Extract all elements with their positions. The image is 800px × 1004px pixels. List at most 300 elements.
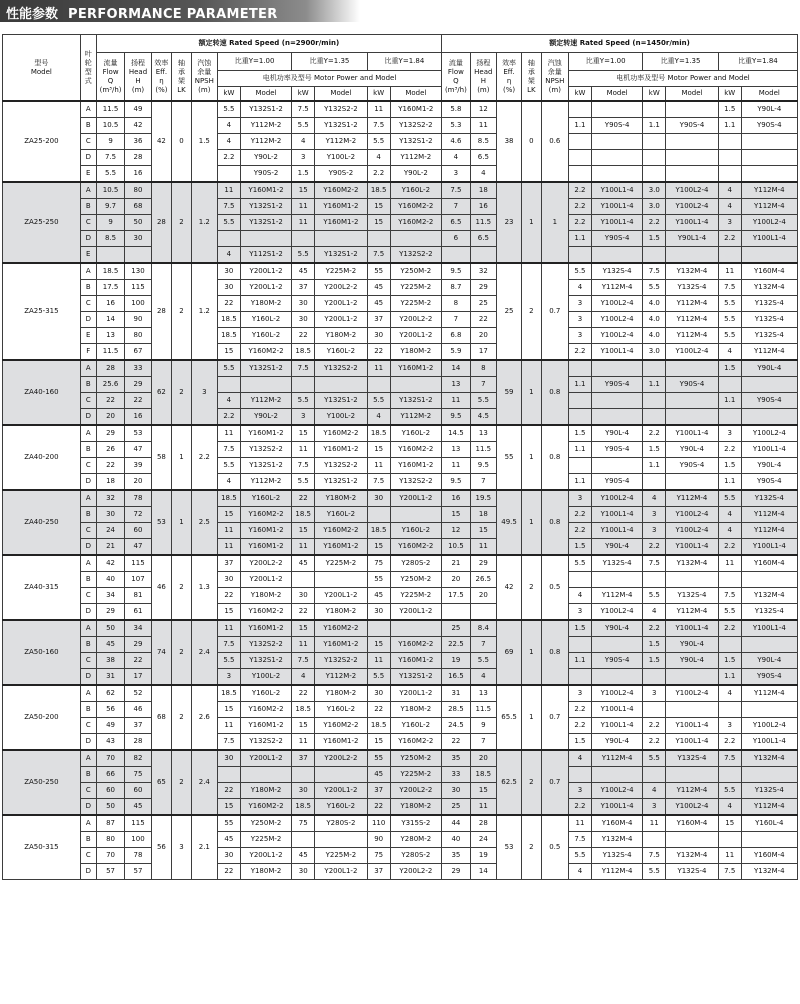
bearing-cell-2: 1 bbox=[522, 490, 541, 555]
motor-model-2: Y100L2-4 bbox=[591, 328, 642, 344]
motor-model-2 bbox=[666, 166, 719, 183]
motor-model: Y112M-2 bbox=[390, 409, 442, 426]
motor-model-2: Y100L1-4 bbox=[666, 620, 719, 637]
bearing-cell: 2 bbox=[172, 685, 191, 750]
head-cell: 61 bbox=[125, 604, 151, 621]
motor-model-2: Y100L1-4 bbox=[591, 215, 642, 231]
flow-cell-2: 21 bbox=[442, 555, 471, 572]
table-row bbox=[3, 328, 798, 344]
flow-cell-2: 12 bbox=[442, 523, 471, 539]
motor-model-2: Y90L-4 bbox=[741, 101, 797, 118]
motor-kw-2: 1.5 bbox=[643, 231, 666, 247]
model-header: Model bbox=[240, 87, 291, 102]
eff-cell-2: 59 bbox=[496, 360, 521, 425]
eff-cell: 74 bbox=[151, 620, 172, 685]
flow-cell: 70 bbox=[96, 750, 125, 767]
motor-model-2: Y112M-4 bbox=[591, 864, 642, 880]
motor-model-2: Y90L-4 bbox=[666, 442, 719, 458]
table-body bbox=[3, 101, 798, 880]
head-cell: 47 bbox=[125, 539, 151, 556]
motor-kw-2: 1.1 bbox=[718, 118, 741, 134]
impeller-type: C bbox=[80, 296, 96, 312]
table-row bbox=[3, 783, 798, 799]
head-cell-2: 25 bbox=[470, 296, 496, 312]
motor-kw: 45 bbox=[292, 848, 315, 864]
eff-cell-2: 23 bbox=[496, 182, 521, 263]
motor-model: Y160M1-2 bbox=[315, 539, 368, 556]
motor-model-2: Y112M-4 bbox=[666, 490, 719, 507]
table-row bbox=[3, 134, 798, 150]
motor-model-2: Y90S-4 bbox=[666, 118, 719, 134]
flow-cell: 11.5 bbox=[96, 344, 125, 361]
impeller-type: C bbox=[80, 718, 96, 734]
motor-kw-2 bbox=[643, 669, 666, 686]
npsh-cell-2: 0.6 bbox=[541, 101, 568, 182]
motor-kw: 5.5 bbox=[367, 669, 390, 686]
impeller-type: A bbox=[80, 685, 96, 702]
motor-kw: 4 bbox=[367, 150, 390, 166]
motor-kw: 15 bbox=[367, 734, 390, 751]
motor-kw-2 bbox=[643, 101, 666, 118]
motor-model-2: Y90S-4 bbox=[591, 118, 642, 134]
flow-cell-2: 9.5 bbox=[442, 474, 471, 491]
motor-kw-2: 1.1 bbox=[569, 231, 592, 247]
motor-kw-2: 7.5 bbox=[643, 848, 666, 864]
head-cell: 67 bbox=[125, 344, 151, 361]
motor-model-2: Y90S-4 bbox=[591, 442, 642, 458]
motor-model: Y112M-2 bbox=[240, 134, 291, 150]
col-model: 型号 Model bbox=[3, 35, 81, 102]
motor-kw: 37 bbox=[217, 555, 240, 572]
motor-kw: 30 bbox=[367, 490, 390, 507]
motor-kw-2 bbox=[569, 767, 592, 783]
motor-kw-2: 11 bbox=[718, 263, 741, 280]
motor-kw: 2.2 bbox=[217, 150, 240, 166]
motor-model-2: Y90L-4 bbox=[741, 458, 797, 474]
motor-kw: 30 bbox=[367, 604, 390, 621]
col-eff-2: 效率 Eff. η (%) bbox=[496, 53, 521, 102]
motor-kw-2: 1.5 bbox=[569, 620, 592, 637]
motor-kw-2 bbox=[718, 166, 741, 183]
motor-model-2 bbox=[741, 166, 797, 183]
head-cell: 49 bbox=[125, 101, 151, 118]
head-cell-2: 5.5 bbox=[470, 393, 496, 409]
head-cell: 20 bbox=[125, 474, 151, 491]
kw-header: kW bbox=[217, 87, 240, 102]
flow-cell-2: 20 bbox=[442, 572, 471, 588]
head-cell-2: 29 bbox=[470, 280, 496, 296]
head-cell-2: 20 bbox=[470, 328, 496, 344]
motor-model: Y160L-2 bbox=[240, 312, 291, 328]
motor-kw-2: 4 bbox=[718, 182, 741, 199]
motor-kw-2: 5.5 bbox=[718, 604, 741, 621]
motor-kw-2 bbox=[718, 767, 741, 783]
motor-model: Y160M1-2 bbox=[240, 523, 291, 539]
motor-kw-2: 3.0 bbox=[643, 199, 666, 215]
motor-kw: 4 bbox=[217, 247, 240, 264]
motor-model-2: Y100L2-4 bbox=[666, 199, 719, 215]
flow-cell: 50 bbox=[96, 799, 125, 816]
motor-model-2: Y90S-4 bbox=[666, 377, 719, 393]
motor-model: Y160L-2 bbox=[240, 328, 291, 344]
motor-kw: 15 bbox=[217, 702, 240, 718]
motor-model-2: Y112M-4 bbox=[741, 199, 797, 215]
motor-model-2 bbox=[591, 166, 642, 183]
head-cell-2: 6.5 bbox=[470, 150, 496, 166]
motor-model: Y132S1-2 bbox=[240, 199, 291, 215]
motor-kw-2 bbox=[718, 150, 741, 166]
motor-model: Y160M2-2 bbox=[315, 620, 368, 637]
eff-cell-2: 53 bbox=[496, 815, 521, 880]
motor-model bbox=[240, 377, 291, 393]
flow-cell-2: 6.5 bbox=[442, 215, 471, 231]
head-cell: 60 bbox=[125, 523, 151, 539]
bearing-cell-2: 1 bbox=[522, 620, 541, 685]
head-cell-2: 12 bbox=[470, 101, 496, 118]
motor-model-2: Y90L-4 bbox=[666, 653, 719, 669]
table-row bbox=[3, 653, 798, 669]
motor-kw-2: 3 bbox=[718, 215, 741, 231]
motor-kw-2: 2.2 bbox=[718, 620, 741, 637]
motor-model: Y90S-2 bbox=[315, 166, 368, 183]
head-cell-2: 7 bbox=[470, 637, 496, 653]
impeller-type: D bbox=[80, 799, 96, 816]
motor-kw: 15 bbox=[367, 442, 390, 458]
motor-kw-2: 15 bbox=[718, 815, 741, 832]
motor-model-2: Y132M-4 bbox=[666, 848, 719, 864]
motor-kw-2: 7.5 bbox=[643, 555, 666, 572]
bearing-cell: 2 bbox=[172, 182, 191, 263]
head-cell: 78 bbox=[125, 490, 151, 507]
motor-model: Y160L-2 bbox=[390, 523, 442, 539]
motor-model: Y160M1-2 bbox=[315, 734, 368, 751]
impeller-type: C bbox=[80, 653, 96, 669]
table-row bbox=[3, 344, 798, 361]
motor-model-2: Y132M-4 bbox=[591, 832, 642, 848]
motor-model-2 bbox=[591, 150, 642, 166]
head-cell-2: 5.5 bbox=[470, 653, 496, 669]
motor-kw: 15 bbox=[292, 425, 315, 442]
eff-cell: 28 bbox=[151, 263, 172, 360]
head-cell-2: 8 bbox=[470, 360, 496, 377]
title-cn: 性能参数 bbox=[6, 7, 59, 22]
motor-kw-2: 1.1 bbox=[643, 118, 666, 134]
motor-model: Y280S-2 bbox=[390, 848, 442, 864]
flow-cell: 70 bbox=[96, 848, 125, 864]
sg-1-84-2: 比重Y=1.84 bbox=[718, 53, 797, 71]
model-cell: ZA40-315 bbox=[3, 555, 81, 620]
motor-model: Y160M1-2 bbox=[240, 425, 291, 442]
flow-cell-2: 8 bbox=[442, 296, 471, 312]
motor-kw-2: 3 bbox=[569, 783, 592, 799]
motor-kw: 15 bbox=[367, 637, 390, 653]
flow-cell: 13 bbox=[96, 328, 125, 344]
impeller-type: B bbox=[80, 702, 96, 718]
head-cell-2 bbox=[470, 604, 496, 621]
bearing-cell-2: 2 bbox=[522, 263, 541, 360]
motor-kw-2: 5.5 bbox=[718, 490, 741, 507]
motor-kw: 7.5 bbox=[292, 653, 315, 669]
motor-model-2: Y112M-4 bbox=[666, 783, 719, 799]
motor-model-2: Y132S-4 bbox=[741, 312, 797, 328]
flow-cell-2: 35 bbox=[442, 750, 471, 767]
head-cell: 22 bbox=[125, 653, 151, 669]
motor-model: Y132S2-2 bbox=[240, 637, 291, 653]
motor-kw-2 bbox=[643, 247, 666, 264]
motor-model: Y160M1-2 bbox=[240, 620, 291, 637]
motor-kw-2 bbox=[718, 134, 741, 150]
flow-cell: 25.6 bbox=[96, 377, 125, 393]
motor-model: Y280M-2 bbox=[390, 832, 442, 848]
motor-kw-2 bbox=[569, 637, 592, 653]
table-row bbox=[3, 263, 798, 280]
col-bearing: 轴 承 架 LK bbox=[172, 53, 191, 102]
motor-model bbox=[240, 231, 291, 247]
motor-kw-2 bbox=[643, 767, 666, 783]
motor-kw-2 bbox=[643, 360, 666, 377]
motor-kw: 11 bbox=[292, 215, 315, 231]
motor-model: Y132S1-2 bbox=[240, 215, 291, 231]
impeller-type: C bbox=[80, 783, 96, 799]
motor-kw-2: 2.2 bbox=[569, 215, 592, 231]
motor-kw-2: 1.1 bbox=[569, 377, 592, 393]
motor-model-2: Y90L-4 bbox=[741, 653, 797, 669]
motor-model-2: Y132M-4 bbox=[741, 280, 797, 296]
flow-cell-2: 14.5 bbox=[442, 425, 471, 442]
motor-model: Y225M-2 bbox=[240, 832, 291, 848]
impeller-type: F bbox=[80, 344, 96, 361]
col-head-2: 扬程 Head H (m) bbox=[470, 53, 496, 102]
head-cell-2: 32 bbox=[470, 263, 496, 280]
motor-kw-2: 11 bbox=[643, 815, 666, 832]
flow-cell: 5.5 bbox=[96, 166, 125, 183]
motor-model: Y200L1-2 bbox=[240, 848, 291, 864]
head-cell: 33 bbox=[125, 360, 151, 377]
motor-model-2: Y90S-4 bbox=[741, 669, 797, 686]
motor-kw: 18.5 bbox=[292, 702, 315, 718]
motor-model-2: Y100L1-4 bbox=[741, 620, 797, 637]
npsh-cell-2: 0.8 bbox=[541, 490, 568, 555]
flow-cell: 9 bbox=[96, 215, 125, 231]
motor-kw: 4 bbox=[217, 474, 240, 491]
motor-model: Y180M-2 bbox=[315, 490, 368, 507]
motor-kw: 22 bbox=[217, 296, 240, 312]
motor-model-2: Y112M-4 bbox=[741, 182, 797, 199]
motor-model-2 bbox=[591, 458, 642, 474]
motor-kw: 5.5 bbox=[217, 458, 240, 474]
motor-model: Y160L-2 bbox=[315, 799, 368, 816]
head-cell-2: 9.5 bbox=[470, 458, 496, 474]
table-row bbox=[3, 425, 798, 442]
flow-cell-2: 24.5 bbox=[442, 718, 471, 734]
motor-model-2: Y100L2-4 bbox=[666, 507, 719, 523]
eff-cell: 68 bbox=[151, 685, 172, 750]
impeller-type: D bbox=[80, 669, 96, 686]
motor-model: Y160M2-2 bbox=[390, 199, 442, 215]
motor-model-2: Y100L2-4 bbox=[666, 182, 719, 199]
impeller-type: C bbox=[80, 588, 96, 604]
head-cell-2: 18 bbox=[470, 507, 496, 523]
motor-model-2: Y112M-4 bbox=[666, 604, 719, 621]
motor-kw-2 bbox=[569, 150, 592, 166]
motor-model-2: Y90S-4 bbox=[741, 474, 797, 491]
motor-model-2 bbox=[666, 474, 719, 491]
flow-cell: 22 bbox=[96, 458, 125, 474]
motor-kw: 22 bbox=[367, 344, 390, 361]
motor-kw: 4 bbox=[217, 134, 240, 150]
motor-kw: 7.5 bbox=[292, 360, 315, 377]
motor-model-2: Y160M-4 bbox=[741, 263, 797, 280]
head-cell-2: 13 bbox=[470, 425, 496, 442]
motor-kw-2: 2.2 bbox=[643, 718, 666, 734]
motor-kw-2: 4 bbox=[569, 864, 592, 880]
table-row bbox=[3, 393, 798, 409]
motor-model: Y160M2-2 bbox=[390, 637, 442, 653]
motor-kw-2: 4 bbox=[643, 783, 666, 799]
motor-kw-2: 2.2 bbox=[643, 734, 666, 751]
motor-model: Y200L1-2 bbox=[315, 312, 368, 328]
motor-kw-2: 11 bbox=[718, 848, 741, 864]
flow-cell-2: 7.5 bbox=[442, 182, 471, 199]
impeller-type: D bbox=[80, 864, 96, 880]
motor-kw: 5.5 bbox=[292, 393, 315, 409]
motor-kw bbox=[292, 377, 315, 393]
table-row bbox=[3, 539, 798, 556]
model-cell: ZA40-250 bbox=[3, 490, 81, 555]
head-cell: 57 bbox=[125, 864, 151, 880]
eff-cell-2: 69 bbox=[496, 620, 521, 685]
motor-kw: 11 bbox=[292, 199, 315, 215]
motor-kw: 5.5 bbox=[292, 247, 315, 264]
motor-model: Y112M-2 bbox=[240, 393, 291, 409]
motor-model-2 bbox=[666, 360, 719, 377]
table-row bbox=[3, 507, 798, 523]
table-row bbox=[3, 296, 798, 312]
motor-model-2 bbox=[666, 572, 719, 588]
motor-model: Y160M2-2 bbox=[240, 344, 291, 361]
motor-kw-2: 3 bbox=[569, 685, 592, 702]
motor-model-2 bbox=[666, 150, 719, 166]
kw-header: kW bbox=[292, 87, 315, 102]
motor-model-2: Y100L2-4 bbox=[666, 685, 719, 702]
flow-cell-2: 7 bbox=[442, 312, 471, 328]
sg-1-00-2: 比重Y=1.00 bbox=[569, 53, 643, 71]
head-cell-2: 17 bbox=[470, 344, 496, 361]
motor-model bbox=[240, 767, 291, 783]
motor-model-2: Y100L1-4 bbox=[591, 523, 642, 539]
motor-model: Y132S2-2 bbox=[240, 442, 291, 458]
motor-kw-2: 1.1 bbox=[569, 474, 592, 491]
motor-kw: 15 bbox=[217, 507, 240, 523]
head-cell-2: 6.5 bbox=[470, 231, 496, 247]
motor-kw: 5.5 bbox=[217, 360, 240, 377]
motor-model: Y200L1-2 bbox=[315, 296, 368, 312]
motor-header: 电机功率及型号 Motor Power and Model bbox=[217, 71, 441, 87]
flow-cell-2: 35 bbox=[442, 848, 471, 864]
flow-cell-2: 13 bbox=[442, 377, 471, 393]
motor-model-2: Y90L-4 bbox=[591, 425, 642, 442]
motor-model-2: Y90S-4 bbox=[591, 377, 642, 393]
bearing-cell-2: 2 bbox=[522, 555, 541, 620]
motor-kw-2: 2.2 bbox=[643, 215, 666, 231]
head-cell: 30 bbox=[125, 231, 151, 247]
table-row bbox=[3, 377, 798, 393]
motor-model: Y180M-2 bbox=[240, 296, 291, 312]
motor-kw: 18.5 bbox=[292, 344, 315, 361]
head-cell-2: 4 bbox=[470, 669, 496, 686]
head-cell-2: 14 bbox=[470, 864, 496, 880]
table-row bbox=[3, 118, 798, 134]
head-cell: 81 bbox=[125, 588, 151, 604]
motor-model-2: Y90S-4 bbox=[666, 458, 719, 474]
npsh-cell: 2.4 bbox=[191, 620, 217, 685]
flow-cell-2: 44 bbox=[442, 815, 471, 832]
motor-kw-2: 5.5 bbox=[718, 312, 741, 328]
motor-kw-2: 11 bbox=[718, 555, 741, 572]
motor-kw-2: 5.5 bbox=[569, 555, 592, 572]
flow-cell-2: 9.5 bbox=[442, 409, 471, 426]
flow-cell-2: 40 bbox=[442, 832, 471, 848]
motor-model: Y112M-2 bbox=[390, 150, 442, 166]
motor-kw-2: 1.5 bbox=[643, 653, 666, 669]
head-cell-2: 19 bbox=[470, 848, 496, 864]
flow-cell: 10.5 bbox=[96, 182, 125, 199]
motor-kw-2: 2.2 bbox=[643, 425, 666, 442]
head-cell-2: 28 bbox=[470, 815, 496, 832]
motor-model-2: Y112M-4 bbox=[741, 799, 797, 816]
head-cell-2: 24 bbox=[470, 832, 496, 848]
motor-model: Y90L-2 bbox=[240, 150, 291, 166]
motor-model: Y132S1-2 bbox=[315, 393, 368, 409]
impeller-type: D bbox=[80, 312, 96, 328]
motor-model bbox=[315, 572, 368, 588]
head-cell-2: 15 bbox=[470, 523, 496, 539]
motor-model: Y160M2-2 bbox=[390, 734, 442, 751]
motor-kw: 30 bbox=[367, 685, 390, 702]
table-row bbox=[3, 799, 798, 816]
motor-kw bbox=[367, 377, 390, 393]
motor-kw: 30 bbox=[292, 296, 315, 312]
eff-cell-2: 49.5 bbox=[496, 490, 521, 555]
motor-kw: 75 bbox=[367, 555, 390, 572]
flow-cell: 60 bbox=[96, 783, 125, 799]
motor-kw-2 bbox=[643, 393, 666, 409]
motor-model-2 bbox=[591, 409, 642, 426]
flow-cell: 32 bbox=[96, 490, 125, 507]
flow-cell-2: 16 bbox=[442, 490, 471, 507]
motor-kw-2 bbox=[569, 393, 592, 409]
table-row bbox=[3, 247, 798, 264]
motor-model: Y160M2-2 bbox=[390, 539, 442, 556]
npsh-cell: 2.4 bbox=[191, 750, 217, 815]
motor-model: Y180M-2 bbox=[315, 685, 368, 702]
motor-model: Y100L-2 bbox=[240, 669, 291, 686]
flow-cell: 26 bbox=[96, 442, 125, 458]
flow-cell-2: 22.5 bbox=[442, 637, 471, 653]
motor-model: Y132S1-2 bbox=[390, 393, 442, 409]
head-cell: 115 bbox=[125, 280, 151, 296]
npsh-cell: 2.5 bbox=[191, 490, 217, 555]
motor-model: Y200L2-2 bbox=[390, 864, 442, 880]
head-cell: 16 bbox=[125, 166, 151, 183]
motor-kw: 55 bbox=[367, 750, 390, 767]
motor-kw: 55 bbox=[217, 815, 240, 832]
bearing-cell-2: 2 bbox=[522, 815, 541, 880]
motor-model-2 bbox=[666, 767, 719, 783]
motor-model-2: Y100L1-4 bbox=[591, 199, 642, 215]
motor-kw: 7.5 bbox=[292, 458, 315, 474]
motor-kw: 45 bbox=[367, 767, 390, 783]
